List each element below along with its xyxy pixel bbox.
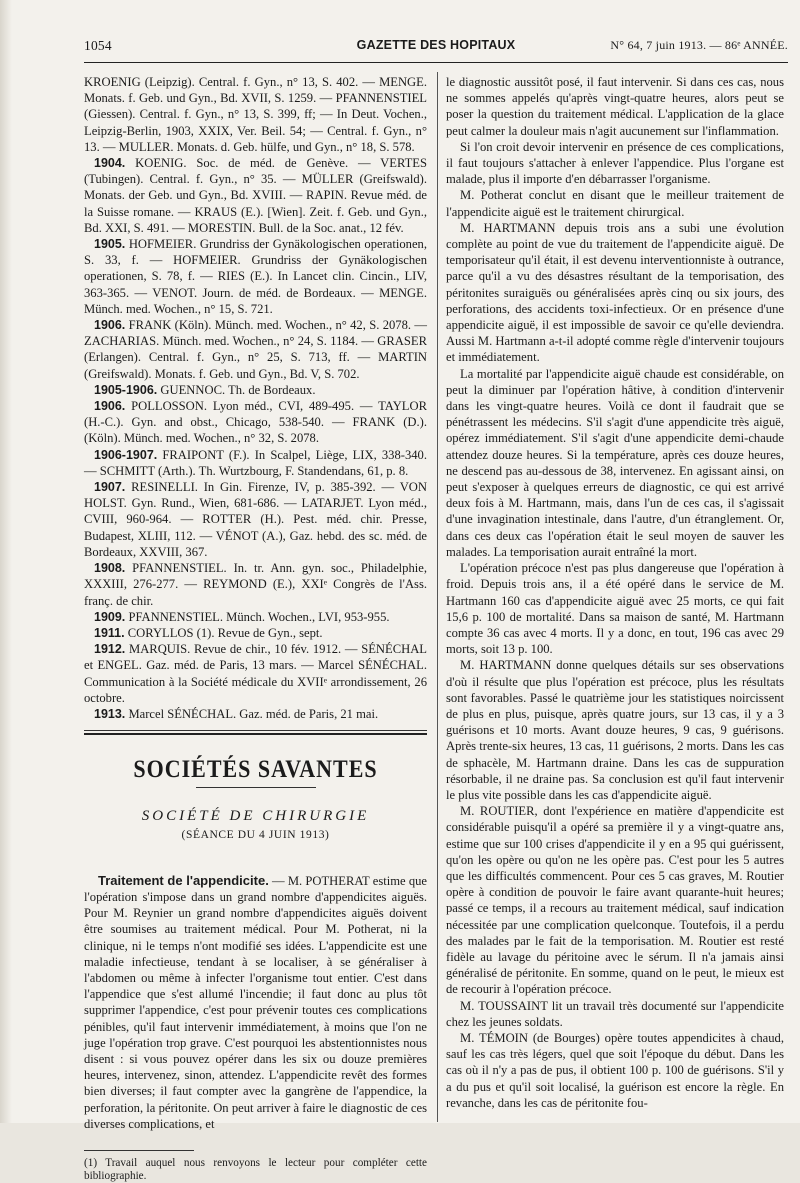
footnote-rule (84, 1150, 194, 1151)
page-header (84, 38, 788, 60)
right-column (446, 74, 784, 1111)
bibliography-entry: 1912. MARQUIS. Revue de chir., 10 fév. 1912. — SÉNÉCHAL et ENGEL. Gaz. méd. de Paris, 13 mars. — Marcel SÉNÉCHAL. Communication à la Société médicale du XVIIᵉ arrondissement, 26 octobre. (84, 642, 427, 705)
page-number: 1054 (84, 38, 112, 53)
article-paragraph: L'opération précoce n'est pas plus dangereuse que l'opération à froid. Depuis trois ans, il a été opéré dans le service de M. Hartmann 160 cas d'appendicite aiguë avec 25 morts, ce qui fait 15,6 p. 100 de mortalité. Dans sa maison de santé, M. Hartmann compte 36 cas avec 4 morts. Il y a donc, en tout, 196 cas avec 29 morts, soit 13 p. 100. (446, 561, 784, 657)
section-rule-thick (84, 733, 427, 735)
article-paragraph: M. TOUSSAINT lit un travail très documenté sur l'appendicite chez les jeunes soldats. (446, 998, 784, 1029)
issue-info: N° 64, 7 juin 1913. — 86ᵉ ANNÉE. (610, 38, 788, 52)
footnote: (1) Travail auquel nous renvoyons le lecteur pour compléter cette bibliographie. (84, 1156, 427, 1182)
article-paragraph: M. HARTMANN donne quelques détails sur ses observations d'où il résulte que plus l'opération est précoce, plus les résultats sont favorables. Passé le quatrième jour les statistiques noircissent de plus en plus, puisque, après quatre jours, sur 13 cas, il y a 3 guérisons et 10 morts. Avant douze heures, 9 cas, 9 guérisons. Après trente-six heures, 13 cas, 11 guérisons, 2 morts. Dans les cas de sphacèle, M. Hartmann draine. Dans les cas de suppuration résorbable, il ne draine pas. Sa conclusion est qu'il faut intervenir le plus vite possible dans les cas d'appendicite aiguë. (446, 658, 784, 802)
title-underline (196, 787, 316, 788)
article-paragraph: M. TÉMOIN (de Bourges) opère toutes appendicites à chaud, sauf les cas très légers, quel que soit l'époque du début. Dans les cas où il n'y a pas de pus, il obtient 100 p. 100 de guérisons. S'il y a du pus et qu'il soit localisé, la guérison est encore la règle. En revanche, dans les cas de péritonite fou- (446, 1030, 784, 1110)
bibliography-entry: 1905-1906. GUENNOC. Th. de Bordeaux. (94, 382, 316, 397)
bibliography-entry: 1906. FRANK (Köln). Münch. med. Wochen., n° 42, S. 2078. — ZACHARIAS. Münch. med. Wochen., n° 24, S. 1184. — GRASER (Erlangen). Central. f. Gyn., n° 25, S. 713, ff. — MARTIN (Greifswald). Monats. f. Geb. und Gyn., Bd. V, S. 702. (84, 318, 427, 381)
bibliography-entry: 1909. PFANNENSTIEL. Münch. Wochen., LVI, 953-955. (94, 609, 390, 624)
bibliography-entry: 1913. Marcel SÉNÉCHAL. Gaz. méd. de Paris, 21 mai. (94, 706, 379, 721)
section-title: SOCIÉTÉS SAVANTES (133, 754, 378, 783)
article-paragraph: Traitement de l'appendicite. — M. POTHERAT estime que l'opération s'impose dans un grand nombre d'appendicites aiguës. Pour M. Reynier un grand nombre d'appendicites aiguës doivent être soumises au traitement médical. Pour M. Potherat, ni la clinique, ni le temps n'ont modifié ses idées. L'appendicite est une maladie infectieuse, tendant à se localiser, à se généraliser à l'abdomen ou même à infecter l'organisme tout entier. C'est dans l'appendice que s'est allumé l'incendie; il faut donc au plus tôt supprimer l'appendice, c'est pour prévenir toutes ces complications pénibles, qu'il faut intervenir immédiatement, à moins que l'on ne juge l'opération trop grave. C'est pourquoi les abstentionnistes nous disent : si vous pouvez opérer dans les six ou douze premières heures, intervenez, sinon, attendez. L'appendicite revêt des formes bien diverses; il faut compter avec la gangrène de l'appendice, la perforation, la péritonite. On peut arriver à faire le diagnostic de ces diverses complications, et (84, 872, 427, 1131)
journal-title: GAZETTE DES HOPITAUX (356, 38, 516, 52)
bibliography-entry: 1908. PFANNENSTIEL. In. tr. Ann. gyn. soc., Philadelphie, XXXIII, 276-277. — REYMOND (E.), XXIᵉ Congrès de l'Ass. franç. de chir. (84, 561, 427, 608)
column-divider (437, 72, 438, 1122)
bibliography-entry: 1911. CORYLLOS (1). Revue de Gyn., sept. (94, 625, 323, 640)
bibliography-entry: 1906-1907. FRAIPONT (F.). In Scalpel, Liège, LIX, 338-340. — SCHMITT (Arth.). Th. Wurtzbourg, F. Standendans, 61, p. 8. (84, 447, 427, 478)
article-paragraph: M. ROUTIER, dont l'expérience en matière d'appendicite est considérable puisqu'il a opéré sa première il y a vingt-quatre ans, estime que sur 100 crises d'appendicite il y en a 95 qui guérissent, qu'on les opère ou qu'on ne les opère pas. C'est pour les 5 autres que les difficultés commencent. Pour ces 5 cas graves, M. Routier opère à condition de pouvoir le faire avant quarante-huit heures; passé ce temps, il a recours au traitement médical, sauf indication nécessitée par une complication quelconque. Toutefois, il a perdu des malades par le fait de la temporisation. M. Routier est resté fidèle au lavage du péritoine avec le sérum. Il n'a jamais ainsi généralisé de péritonite. En somme, quand on le peut, le mieux est de recourir à l'opération précoce. (446, 804, 784, 997)
article-paragraph: M. HARTMANN depuis trois ans a subi une évolution complète au point de vue du traitement de l'appendicite aiguë. De temporisateur qu'il était, il est devenu interventionniste à outrance, parce qu'il a vu des désastres résultant de la temporisation, des péritonites suraiguës ou généralisées après cinq ou six jours, des perforations, des accidents toxi-infectieux. Or en présence d'une appendicite aiguë, il est impossible de savoir ce qu'elle deviendra. Aussi M. Hartmann a-t-il adopté comme règle d'intervenir toujours et immédiatement. (446, 220, 784, 365)
section-rule (84, 730, 427, 731)
left-column (84, 74, 427, 1183)
header-rule (84, 62, 788, 63)
bibliography (84, 74, 427, 722)
article-paragraph: La mortalité par l'appendicite aiguë chaude est considérable, on peut la diminuer par l'opération hâtive, à condition d'intervenir dans les vingt-quatre heures. Voilà ce dont il faudrait que se pénétrassent les médecins. S'il s'agit d'une appendicite très aiguë, opérez immédiatement. S'il s'agit d'une appendicite demi-chaude attendez douze heures. Si la température, après ces douze heures, ne descend pas au-dessous de 38, intervenez. En agissant ainsi, on peut s'exposer à quelques erreurs de diagnostic, ce qui est arrivé deux fois à M. Hartmann, mais, dans l'un de ces cas, il s'agissait d'une invagination intestinale, dans l'autre, d'un étranglement. Or, dans ces deux cas l'opération était le seul moyen de sauver les malades. La temporisation aurait entraîné la mort. (446, 366, 784, 559)
bibliography-entry: KROENIG (Leipzig). Central. f. Gyn., n° 13, S. 402. — MENGE. Monats. f. Geb. und Gyn., Bd. XVII, S. 1259. — PFANNENSTIEL (Giessen). Central. f. Gyn., n° 13, S. 399, ff; — In Deut. Vochen., Leipzig-Berlin, 1903, XXIX, Ver. Beil. 54; — Central. f. Gyn., n° 13. — MULLER. Monats. d. Geb. hülfe, und Gyn., n° 18, S. 578. (84, 75, 427, 154)
article-body-left (84, 873, 427, 1132)
bibliography-entry: 1904. KOENIG. Soc. de méd. de Genève. — VERTES (Tubingen). Central. f. Gyn., n° 35. — MÜLLER (Greifswald). Monats. der Geb. und Gyn., Bd. XVIII. — RAPIN. Revue méd. de la Suisse romane. — KRAUS (E.). [Wien]. Zeit. f. Geb. und Gyn., Bd. XXI, S. 491. — MORESTIN. Bull. de la Soc. anat., 12 fév. (84, 156, 427, 235)
article-paragraph: M. Potherat conclut en disant que le meilleur traitement de l'appendicite aiguë est le traitement chirurgical. (446, 188, 784, 219)
article-paragraph: Si l'on croit devoir intervenir en présence de ces complications, il faut toujours s'attacher à enlever l'appendice. Plus l'organe est malade, plus il importe d'en débarrasser l'organisme. (446, 139, 784, 187)
article-title: Traitement de l'appendicite. (98, 872, 269, 888)
bibliography-entry: 1905. HOFMEIER. Grundriss der Gynäkologischen operationen, S. 33, f. — HOFMEIER. Grundriss der Gynäkologischen operationen, S. 78, f. — RIES (E.). In Lancet clin. Cincin., LIV, 363-365. — VENOT. Journ. de méd. de Bordeaux. — MENGE. Münch. med. Wochen., n° 15, S. 721. (84, 237, 427, 316)
bibliography-entry: 1906. POLLOSSON. Lyon méd., CVI, 489-495. — TAYLOR (H.-C.). Gyn. and obst., Chicago, 538-540. — FRANK (D.). (Köln). Münch. med. Wochen., n° 32, S. 2078. (84, 399, 427, 446)
society-name: SOCIÉTÉ DE CHIRURGIE (141, 808, 370, 825)
article-paragraph: le diagnostic aussitôt posé, il faut intervenir. Si dans ces cas, nous ne sommes appelés qu'après vingt-quatre heures, alors peut se poser la question du traitement médical. L'application de la glace peut calmer la douleur mais n'agit aucunement sur l'inflammation. (446, 75, 784, 138)
bibliography-entry: 1907. RESINELLI. In Gin. Firenze, IV, p. 385-392. — VON HOLST. Gyn. Rund., Wien, 681-686. — LATARJET. Lyon méd., CVIII, 960-964. — ROTTER (H.). Pest. méd. chir. Presse, Budapest, XLIII, 112. — VÉNOT (A.), Gaz. hebd. des sc. méd. de Bordeaux, XXVIII, 367. (84, 480, 427, 559)
session-date: (SÉANCE DU 4 JUIN 1913) (181, 828, 330, 841)
